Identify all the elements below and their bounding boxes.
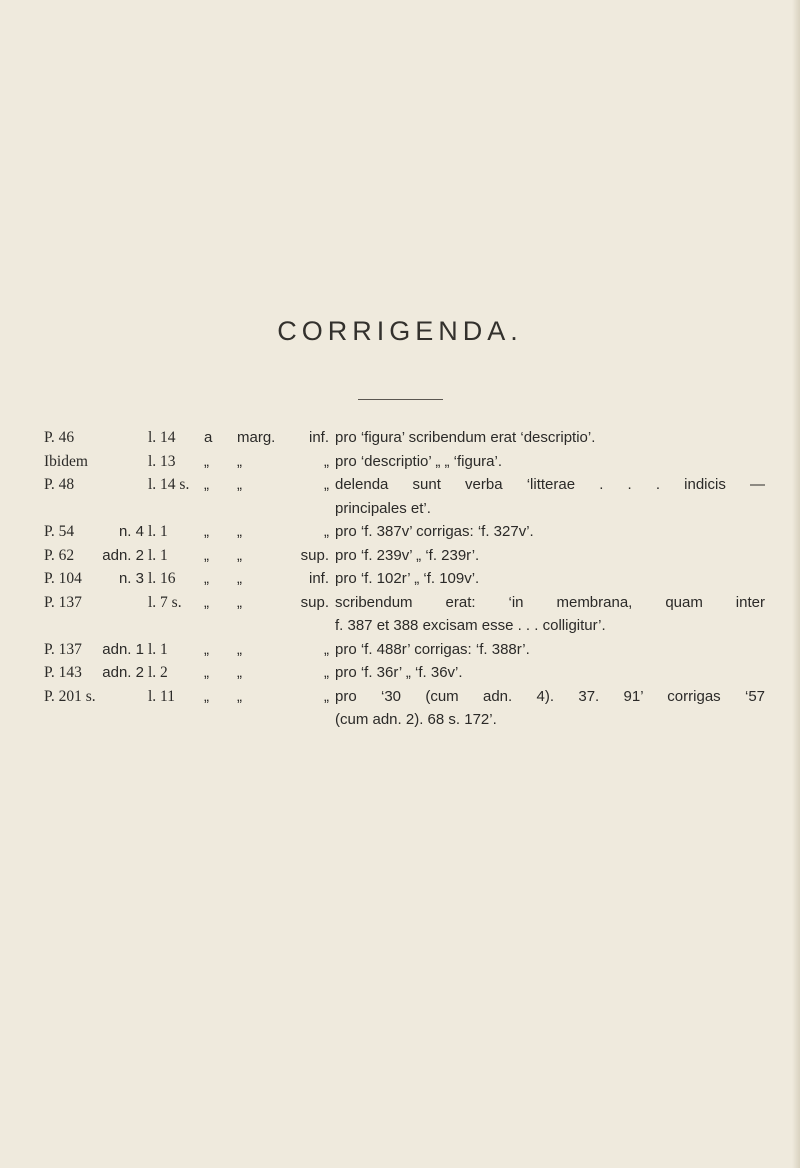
page-ref: P. 104 (44, 570, 82, 587)
correction-line: delenda sunt verba ‘litterae . . . indicis — (335, 476, 765, 493)
line-ref: l. 1 (148, 523, 168, 540)
margin-ref: „ (237, 687, 242, 705)
correction-line: pro ‘f. 239v’ „ ‘f. 239r’. (335, 546, 480, 564)
page-ref: P. 54 (44, 523, 75, 540)
corrigendum-row (44, 567, 764, 591)
direction-ref: „ (204, 546, 209, 564)
page-ref: P. 143 (44, 664, 82, 681)
correction-line: scribendum erat: ‘in membrana, quam inter (335, 593, 765, 611)
direction-ref: a (204, 429, 213, 446)
correction-text (335, 638, 765, 662)
line-ref: l. 1 (148, 546, 168, 564)
margin-ref: „ (237, 476, 242, 493)
correction-line: pro ‘30 (cum adn. 4). 37. 91’ corrigas ‘57 (335, 687, 765, 705)
margin-ref: „ (237, 593, 242, 611)
page-ref: Ibidem (44, 452, 88, 470)
corrigendum-row (44, 520, 764, 544)
corrigenda-list (44, 426, 764, 732)
page-ref: P. 201 s. (44, 687, 96, 705)
direction-ref: „ (204, 593, 209, 611)
line-ref: l. 13 (148, 452, 176, 470)
corrigendum-row (44, 544, 764, 568)
line-ref: l. 1 (148, 640, 168, 658)
correction-line: pro ‘figura’ scribendum erat ‘descriptio’. (335, 429, 596, 446)
page-ref: P. 46 (44, 429, 75, 446)
correction-text (335, 661, 765, 685)
note-ref: adn. 2 (102, 546, 144, 564)
margin-ref: marg. (237, 429, 276, 446)
page-title: CORRIGENDA. (277, 316, 523, 346)
correction-line: pro ‘descriptio’ „ „ ‘figura’. (335, 452, 502, 470)
correction-line: pro ‘f. 102r’ „ ‘f. 109v’. (335, 570, 480, 587)
position-ref: „ (324, 640, 329, 658)
correction-line: pro ‘f. 488r’ corrigas: ‘f. 388r’. (335, 640, 530, 658)
position-ref: inf. (308, 570, 329, 587)
correction-line: pro ‘f. 36r’ „ ‘f. 36v’. (335, 664, 463, 681)
title-rule (358, 399, 443, 400)
position-ref: „ (324, 523, 329, 540)
position-ref: „ (324, 664, 329, 681)
position-ref: „ (324, 476, 329, 493)
correction-line: principales et’. (335, 499, 431, 517)
corrigendum-row (44, 685, 764, 732)
direction-ref: „ (204, 664, 209, 681)
corrigendum-row (44, 473, 764, 520)
corrigendum-row (44, 426, 764, 450)
line-ref: l. 2 (148, 664, 168, 681)
note-ref: adn. 1 (102, 640, 144, 658)
margin-ref: „ (237, 664, 242, 681)
correction-text (335, 544, 765, 568)
correction-line: (cum adn. 2). 68 s. 172’. (335, 711, 497, 728)
position-ref: sup. (300, 593, 329, 611)
margin-ref: „ (237, 452, 242, 470)
page-edge-shadow (792, 0, 800, 1168)
line-ref: l. 14 s. (148, 476, 190, 493)
direction-ref: „ (204, 687, 209, 705)
line-ref: l. 16 (148, 570, 176, 587)
note-ref: adn. 2 (102, 664, 144, 681)
page-ref: P. 62 (44, 546, 75, 564)
margin-ref: „ (237, 570, 242, 587)
note-ref: n. 4 (118, 523, 144, 540)
corrigendum-row (44, 661, 764, 685)
corrigendum-row (44, 591, 764, 638)
margin-ref: „ (237, 523, 242, 540)
margin-ref: „ (237, 640, 242, 658)
direction-ref: „ (204, 476, 209, 493)
position-ref: „ (324, 452, 329, 470)
note-ref: n. 3 (118, 570, 144, 587)
direction-ref: „ (204, 570, 209, 587)
margin-ref: „ (237, 546, 242, 564)
correction-text (335, 685, 765, 732)
page-ref: P. 137 (44, 593, 82, 611)
correction-text (335, 591, 765, 638)
direction-ref: „ (204, 640, 209, 658)
corrigendum-row (44, 450, 764, 474)
page-ref: P. 137 (44, 640, 82, 658)
line-ref: l. 7 s. (148, 593, 182, 611)
correction-text (335, 426, 765, 450)
correction-line: f. 387 et 388 excisam esse . . . colligitur’. (335, 617, 606, 634)
position-ref: sup. (300, 546, 329, 564)
line-ref: l. 14 (148, 429, 176, 446)
correction-text (335, 473, 765, 520)
direction-ref: „ (204, 452, 209, 470)
page-ref: P. 48 (44, 476, 75, 493)
position-ref: inf. (308, 429, 329, 446)
direction-ref: „ (204, 523, 209, 540)
line-ref: l. 11 (148, 687, 175, 705)
correction-line: pro ‘f. 387v’ corrigas: ‘f. 327v’. (335, 523, 534, 540)
correction-text (335, 567, 765, 591)
correction-text (335, 520, 765, 544)
position-ref: „ (324, 687, 329, 705)
corrigendum-row (44, 638, 764, 662)
correction-text (335, 450, 765, 474)
